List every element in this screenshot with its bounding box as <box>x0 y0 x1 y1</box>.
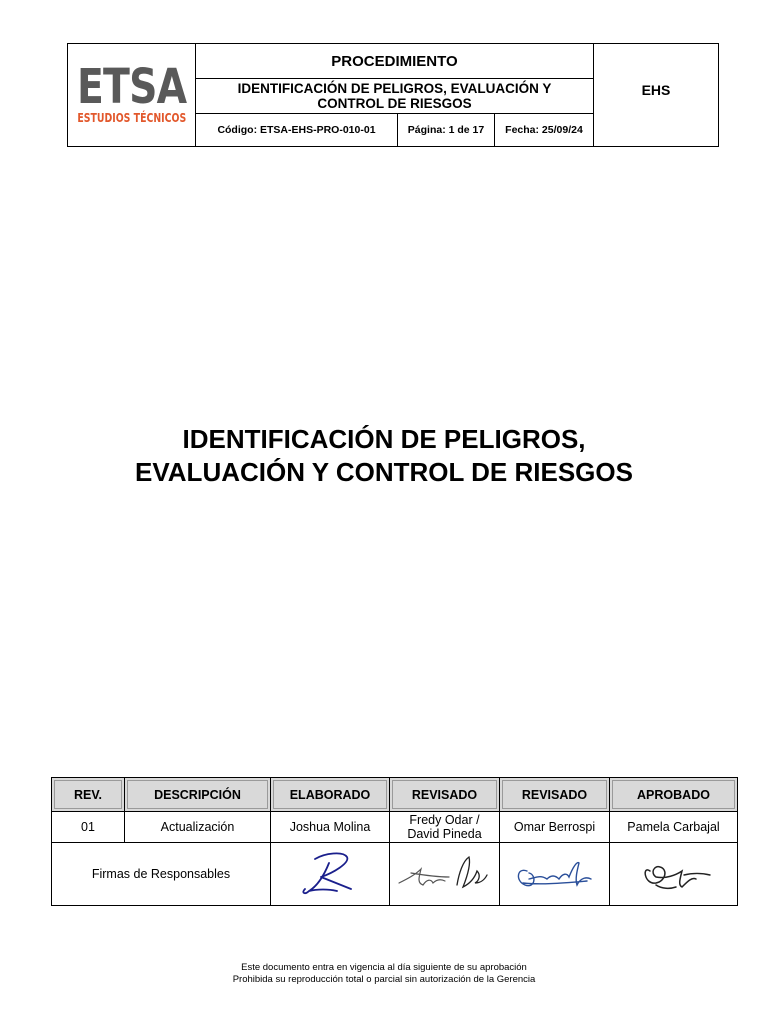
elaborado-cell: Joshua Molina <box>271 812 390 843</box>
col-header-revisado-2: REVISADO <box>500 778 610 812</box>
company-logo <box>68 44 196 146</box>
page-number: Página: 1 de 17 <box>397 114 494 146</box>
revisado-1-line-2: David Pineda <box>407 827 482 841</box>
approval-header-row <box>52 778 738 812</box>
signature-image <box>295 849 365 899</box>
table-row <box>52 812 738 843</box>
header-meta <box>196 114 593 146</box>
revisado-1-line-1: Fredy Odar / <box>409 813 480 827</box>
revisado-2-cell: Omar Berrospi <box>500 812 610 843</box>
approval-table <box>51 777 738 906</box>
header-info <box>196 44 594 146</box>
signature-revisado-1 <box>390 843 500 906</box>
page-title <box>0 423 768 489</box>
document-footer <box>0 962 768 986</box>
area-label: EHS <box>641 82 671 98</box>
footer-line-1: Este documento entra en vigencia al día siguiente de su aprobación <box>241 962 527 973</box>
revisado-1-cell <box>390 812 500 843</box>
col-header-elaborado: ELABORADO <box>271 778 390 812</box>
signature-image <box>393 849 497 899</box>
signature-elaborado <box>271 843 390 906</box>
signatures-row <box>52 843 738 906</box>
signature-revisado-2 <box>500 843 610 906</box>
page-title-line-2: EVALUACIÓN Y CONTROL DE RIESGOS <box>135 457 633 487</box>
rev-number: 01 <box>52 812 125 843</box>
page-title-line-1: IDENTIFICACIÓN DE PELIGROS, <box>182 424 586 454</box>
description-cell: Actualización <box>125 812 271 843</box>
signature-aprobado <box>610 843 738 906</box>
col-header-rev: REV. <box>52 778 125 812</box>
signature-image <box>507 849 603 899</box>
signatures-label: Firmas de Responsables <box>52 843 271 906</box>
footer-line-2: Prohibida su reproducción total o parcial sin autorización de la Gerencia <box>232 974 536 985</box>
col-header-aprobado: APROBADO <box>610 778 738 812</box>
col-header-descripcion: DESCRIPCIÓN <box>125 778 271 812</box>
document-header <box>67 43 719 147</box>
document-date: Fecha: 25/09/24 <box>494 114 593 146</box>
col-header-revisado-1: REVISADO <box>390 778 500 812</box>
aprobado-cell: Pamela Carbajal <box>610 812 738 843</box>
document-code: Código: ETSA-EHS-PRO-010-01 <box>217 124 376 136</box>
document-type: PROCEDIMIENTO <box>196 44 593 79</box>
header-title: IDENTIFICACIÓN DE PELIGROS, EVALUACIÓN Y CONTROL DE RIESGOS <box>196 79 593 114</box>
signature-image <box>626 849 722 899</box>
logo-tagline: ESTUDIOS TÉCNICOS <box>77 111 186 125</box>
logo-brand: ETSA <box>76 59 187 115</box>
